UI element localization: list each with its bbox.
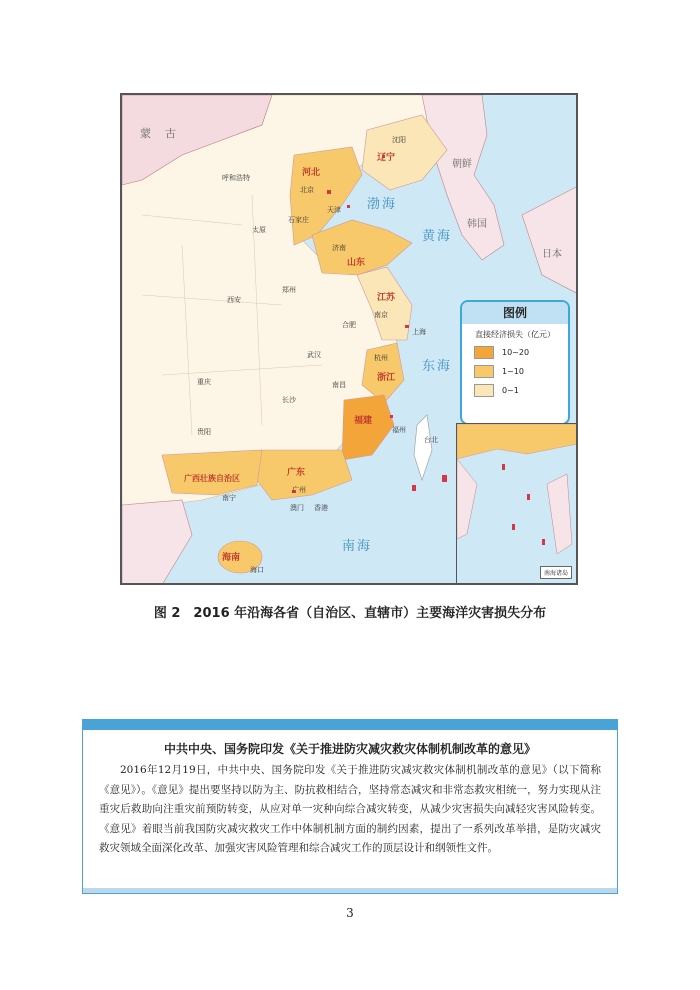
label-hebei: 河北 <box>302 168 321 178</box>
label-hangzhou: 杭州 <box>374 354 388 362</box>
label-hainan: 海南 <box>222 553 241 563</box>
legend-title: 图例 <box>462 302 568 324</box>
label-macao: 澳门 <box>290 504 304 512</box>
label-jinan: 济南 <box>332 244 346 252</box>
loss-distribution-map <box>120 93 578 585</box>
label-mongolia: 蒙古 <box>140 127 190 140</box>
label-nanjing: 南京 <box>374 311 388 319</box>
label-jiangsu: 江苏 <box>377 293 396 303</box>
label-east-sea: 东海 <box>422 359 453 374</box>
label-hongkong: 香港 <box>314 504 328 512</box>
label-japan: 日本 <box>542 249 562 260</box>
label-xian: 西安 <box>227 296 241 304</box>
label-tianjin: 天津 <box>327 206 341 214</box>
label-south-korea: 韩国 <box>467 219 487 230</box>
legend-swatch <box>474 365 494 378</box>
label-hefei: 合肥 <box>342 321 356 329</box>
label-guangzhou: 广州 <box>292 486 306 494</box>
info-box-top-bar <box>83 720 617 730</box>
info-box-text: 2016年12月19日，中共中央、国务院印发《关于推进防灾减灾救灾体制机制改革的意见》（以下简称《意见》）。《意见》提出要坚持以防为主、防抗救相结合，坚持常态减灾和非常态救灾相统一，努力实现从注重灾后救助向注重灾前预防转变，从应对单一灾种向综合减灾转变，从减少灾害损失向减轻灾害风险转变。《意见》着眼当前我国防灾减灾救灾工作中体制机制方面的制约因素，提出了一系列改革举措，是防灾减灾救灾领域全面深化改革、加强灾害风险管理和综合减灾工作的顶层设计和纲领性文件。 <box>99 764 601 854</box>
label-shandong: 山东 <box>347 258 366 268</box>
vietnam-region <box>122 500 192 585</box>
japan-region <box>522 185 578 295</box>
label-hohhot: 呼和浩特 <box>222 174 250 182</box>
label-zhejiang: 浙江 <box>377 373 396 383</box>
label-zhengzhou: 郑州 <box>282 286 296 294</box>
legend-swatch <box>474 384 494 397</box>
label-fujian: 福建 <box>354 416 373 426</box>
label-bohai: 渤海 <box>367 197 398 212</box>
label-shenyang: 沈阳 <box>392 136 406 144</box>
figure-caption: 图 2 2016 年沿海各省（自治区、直辖市）主要海洋灾害损失分布 <box>153 606 547 621</box>
label-guangxi: 广西壮族自治区 <box>184 474 240 483</box>
info-box <box>82 719 618 894</box>
label-south-sea: 南海 <box>342 539 373 554</box>
fujian-region <box>342 395 394 460</box>
label-haikou: 海口 <box>250 566 264 574</box>
label-taipei: 台北 <box>424 436 438 444</box>
label-yellow-sea: 黄海 <box>422 229 453 244</box>
label-shanghai: 上海 <box>412 328 426 336</box>
taiwan-region <box>414 415 432 480</box>
info-box-title: 中共中央、国务院印发《关于推进防灾减灾救灾体制机制改革的意见》 <box>163 742 536 756</box>
legend-subtitle: 直接经济损失（亿元） <box>475 330 555 339</box>
legend-item <box>474 365 568 378</box>
label-beijing: 北京 <box>300 186 314 194</box>
label-nanning: 南宁 <box>222 494 236 502</box>
legend-label: 0~1 <box>502 386 519 395</box>
label-chongqing: 重庆 <box>197 378 211 386</box>
label-shijiazhuang: 石家庄 <box>288 216 309 224</box>
info-box-bottom-bar <box>83 888 617 893</box>
label-fuzhou: 福州 <box>392 426 406 434</box>
inset-graphic <box>457 424 577 584</box>
label-guangdong: 广东 <box>287 468 306 478</box>
label-liaoning: 辽宁 <box>377 153 396 163</box>
label-wuhan: 武汉 <box>307 351 321 359</box>
south-china-sea-inset <box>456 423 576 583</box>
legend-label: 10~20 <box>502 348 530 357</box>
label-changsha: 长沙 <box>282 396 296 404</box>
inset-tag: 南海诸岛 <box>540 566 572 579</box>
legend-label: 1~10 <box>502 367 524 376</box>
legend-swatch <box>474 346 494 359</box>
label-taiyuan: 太原 <box>252 226 266 234</box>
legend-item <box>474 384 568 397</box>
page-number: 3 <box>346 906 354 920</box>
map-legend <box>460 300 570 425</box>
label-guiyang: 贵阳 <box>197 428 211 436</box>
label-north-korea: 朝鲜 <box>452 159 472 170</box>
legend-item <box>474 346 568 359</box>
label-nanchang: 南昌 <box>332 381 346 389</box>
